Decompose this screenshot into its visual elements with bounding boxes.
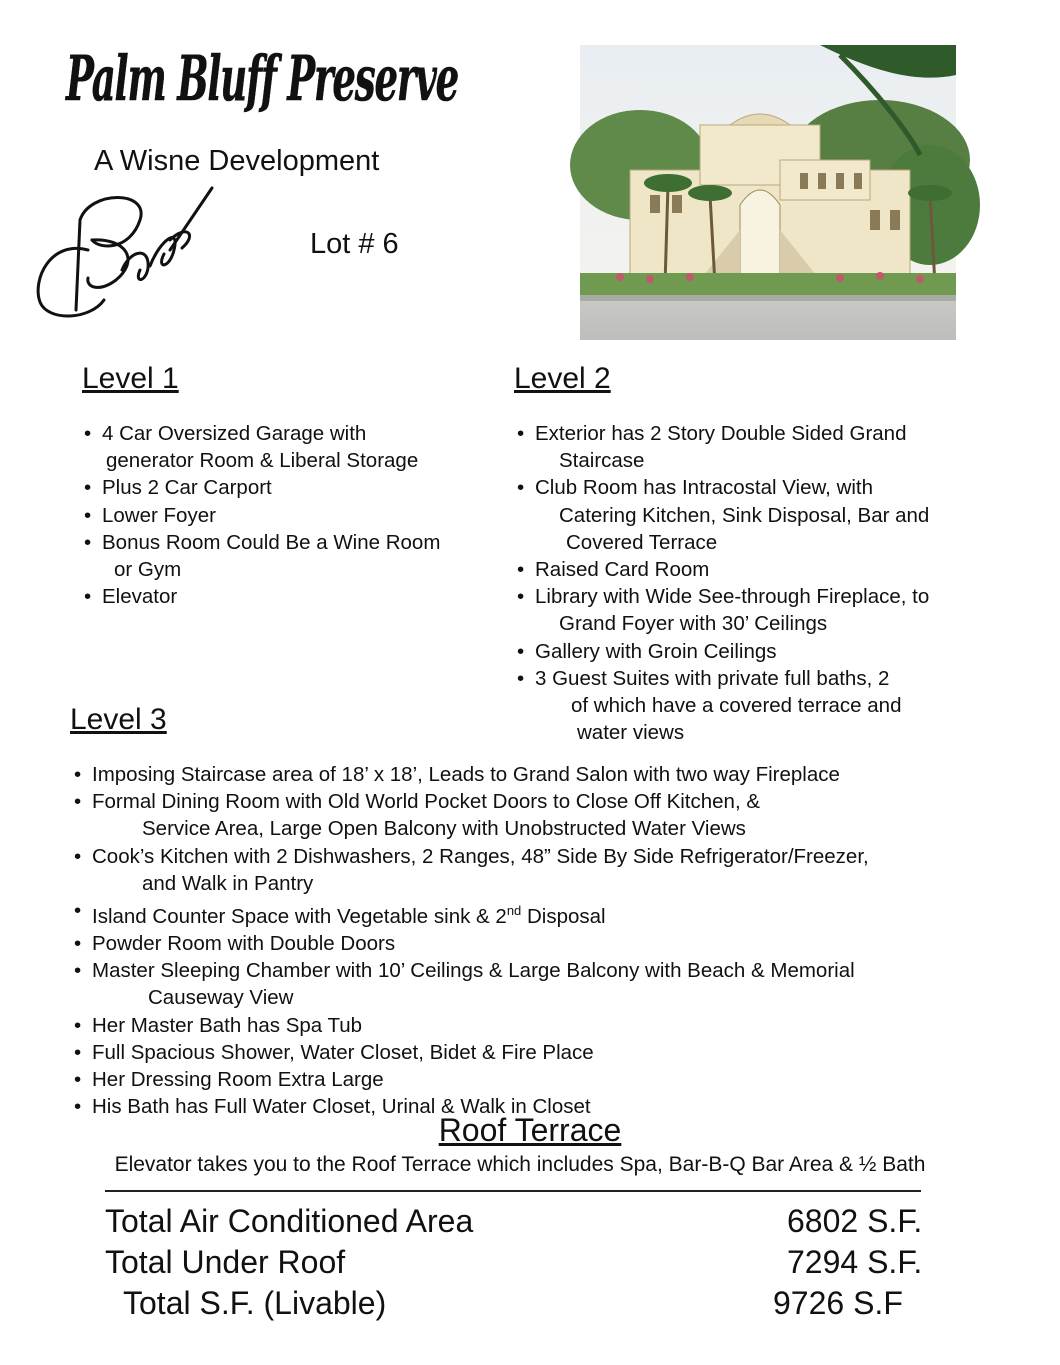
level-2-list <box>513 420 929 746</box>
roof-terrace-heading: Roof Terrace <box>438 1112 622 1148</box>
total-livable-label: Total S.F. (Livable) <box>123 1285 387 1321</box>
signature-image <box>30 180 220 330</box>
lot-number: Lot # 6 <box>310 228 399 260</box>
roof-terrace-description: Elevator takes you to the Roof Terrace which includes Spa, Bar-B-Q Bar Area & ½ Bath <box>114 1153 926 1176</box>
total-livable-value: 9726 S.F <box>773 1285 903 1321</box>
list-item: • Formal Dining Room with Old World Pocket Doors to Close Off Kitchen, & Service Area, Large Open Balcony with Unobstructed Water Views <box>70 788 869 842</box>
level-3-list <box>70 761 869 1120</box>
list-item: • Full Spacious Shower, Water Closet, Bidet & Fire Place <box>70 1039 869 1066</box>
palm-bluff-preserve-logo <box>62 28 462 128</box>
list-item: • Imposing Staircase area of 18’ x 18’, Leads to Grand Salon with two way Fireplace <box>70 761 869 788</box>
list-item: • Bonus Room Could Be a Wine Room or Gym <box>80 529 440 583</box>
list-item: • 3 Guest Suites with private full baths, 2 of which have a covered terrace and water views <box>513 665 929 747</box>
list-item: • Gallery with Groin Ceilings <box>513 638 929 665</box>
list-item: • Elevator <box>80 583 440 610</box>
divider-line <box>105 1190 921 1192</box>
level-1-heading: Level 1 <box>82 362 179 395</box>
list-item: • Lower Foyer <box>80 502 440 529</box>
development-subtitle: A Wisne Development <box>94 145 380 177</box>
total-air-conditioned-value: 6802 S.F. <box>787 1203 923 1239</box>
list-item: • Her Dressing Room Extra Large <box>70 1066 869 1093</box>
level-1-list <box>80 420 440 610</box>
list-item: • Master Sleeping Chamber with 10’ Ceilings & Large Balcony with Beach & Memorial Causeway View <box>70 957 869 1011</box>
total-air-conditioned-label: Total Air Conditioned Area <box>105 1203 474 1239</box>
total-under-roof-label: Total Under Roof <box>105 1244 346 1280</box>
logo-text: Palm Bluff Preserve <box>64 42 459 115</box>
list-item: • Library with Wide See-through Fireplace, to Grand Foyer with 30’ Ceilings <box>513 583 929 637</box>
house-rendering-image <box>580 45 956 340</box>
level-3-heading: Level 3 <box>70 703 167 736</box>
level-2-heading: Level 2 <box>514 362 611 395</box>
list-item: • Plus 2 Car Carport <box>80 474 440 501</box>
list-item: • Cook’s Kitchen with 2 Dishwashers, 2 Ranges, 48” Side By Side Refrigerator/Freezer, and Walk in Pantry <box>70 843 869 897</box>
total-under-roof-value: 7294 S.F. <box>787 1244 923 1280</box>
list-item: • Raised Card Room <box>513 556 929 583</box>
list-item: • Club Room has Intracostal View, with Catering Kitchen, Sink Disposal, Bar and Covered Terrace <box>513 474 929 556</box>
list-item: • 4 Car Oversized Garage with generator Room & Liberal Storage <box>80 420 440 474</box>
list-item: • Her Master Bath has Spa Tub <box>70 1012 869 1039</box>
list-item: • Powder Room with Double Doors <box>70 930 869 957</box>
list-item: • Exterior has 2 Story Double Sided Grand Staircase <box>513 420 929 474</box>
list-item: • Island Counter Space with Vegetable sink & 2nd Disposal <box>70 897 869 930</box>
list-item: • His Bath has Full Water Closet, Urinal & Walk in Closet <box>70 1093 869 1120</box>
